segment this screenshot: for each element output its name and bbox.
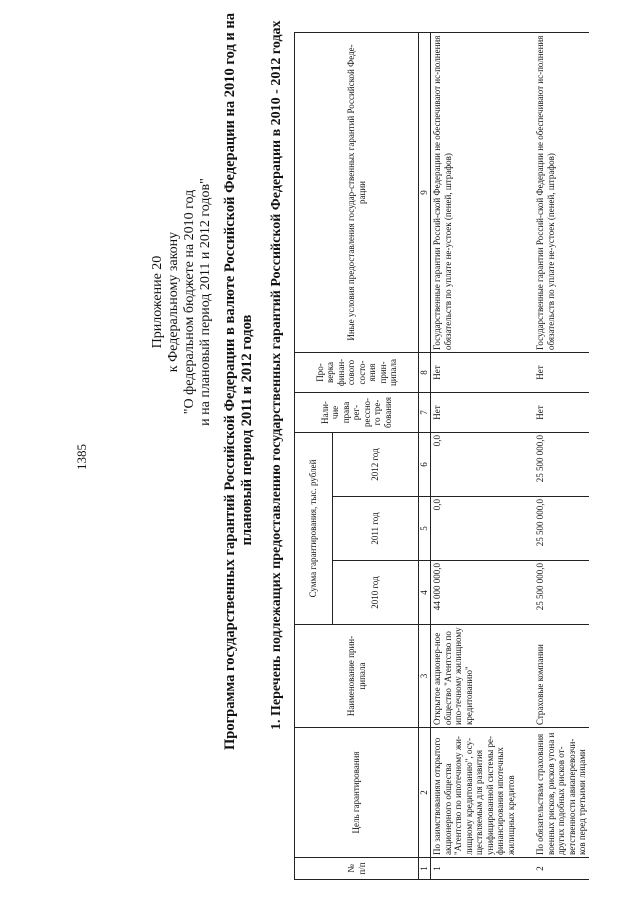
header-2010: 2010 год: [333, 561, 419, 625]
row-principal: Страховые компании: [517, 625, 589, 728]
appendix-line: "О федеральном бюджете на 2010 год: [182, 189, 197, 415]
column-number: 3: [419, 625, 431, 728]
header-regress: Нали-чие права рег-рессно-го тре-бования: [295, 393, 419, 433]
title-line: Программа государственных гарантий Российской Федерации в валюте Российской Федерации на 2010 год и на: [222, 13, 238, 750]
row-check: Нет: [431, 353, 518, 393]
page-number: 1385: [74, 444, 89, 470]
column-number: 7: [419, 393, 431, 433]
row-other-conditions: Государственные гарантии Россий-ской Федерации не обеспечивают ис-полнения обязательств по уплате не-устоек (пеней, штрафов): [431, 33, 518, 353]
column-number: 5: [419, 497, 431, 561]
column-number: 2: [419, 728, 431, 858]
row-number: 1: [431, 858, 518, 880]
row-sum-2012: 0,0: [431, 433, 518, 497]
appendix-line: и на плановый период 2011 и 2012 годов": [198, 178, 213, 426]
title-line: плановый период 2011 и 2012 годов: [239, 314, 255, 546]
row-regress: Нет: [517, 393, 589, 433]
row-number: 2: [517, 858, 589, 880]
appendix-line: Приложение 20: [150, 255, 165, 349]
header-2011: 2011 год: [333, 497, 419, 561]
row-principal: Открытое акционер-ное общество "Агентство по ипо-течному жилищному кредитованию": [431, 625, 518, 728]
header-purpose: Цель гарантирования: [295, 728, 419, 858]
row-purpose: По обязательствам страхования военных рисков, рисков угона и других подобных рисков от-ветственности авиаперевозчи-ков перед третьими лицами: [517, 728, 589, 858]
appendix-line: к Федеральному закону: [166, 231, 181, 373]
row-purpose: По заимствованиям открытого акционерного общества "Агентство по ипотечному жи-лищному кредитованию", осу-ществляемым для развития унифицированной системы ре-финансирования ипотечных жилищных кредитов: [431, 728, 518, 858]
table-row: [517, 33, 589, 880]
column-number: 4: [419, 561, 431, 625]
row-regress: Нет: [431, 393, 518, 433]
column-number: 8: [419, 353, 431, 393]
column-number: 1: [419, 858, 431, 880]
row-sum-2011: 25 500 000,0: [517, 497, 589, 561]
header-other: Иные условия предоставления государ-ственных гарантий Российской Феде-рации: [295, 33, 419, 353]
row-sum-2010: 44 000 000,0: [431, 561, 518, 625]
section-title: 1. Перечень подлежащих предоставлению государственных гарантий Российской Федерации в 2010 - 2012 годах: [269, 20, 284, 730]
row-other-conditions: Государственные гарантии Россий-ской Федерации не обеспечивают ис-полнения обязательств по уплате не-устоек (пеней, штрафов): [517, 33, 589, 353]
row-sum-2010: 25 500 000,0: [517, 561, 589, 625]
row-sum-2011: 0,0: [431, 497, 518, 561]
row-check: Нет: [517, 353, 589, 393]
header-sum-group: Сумма гарантирования, тыс. рублей: [295, 433, 333, 625]
column-number: 6: [419, 433, 431, 497]
header-num: № п/п: [295, 858, 419, 880]
row-sum-2012: 25 500 000,0: [517, 433, 589, 497]
header-check: Про-верка финан-сового состо-яния прин-ципала: [295, 353, 419, 393]
column-number: 9: [419, 33, 431, 353]
header-2012: 2012 год: [333, 433, 419, 497]
header-principal: Наименование прин-ципала: [295, 625, 419, 728]
appendix-heading: [150, 92, 214, 512]
document-title: [222, 13, 256, 750]
guarantees-table: [294, 32, 589, 880]
table-row: [431, 33, 518, 880]
